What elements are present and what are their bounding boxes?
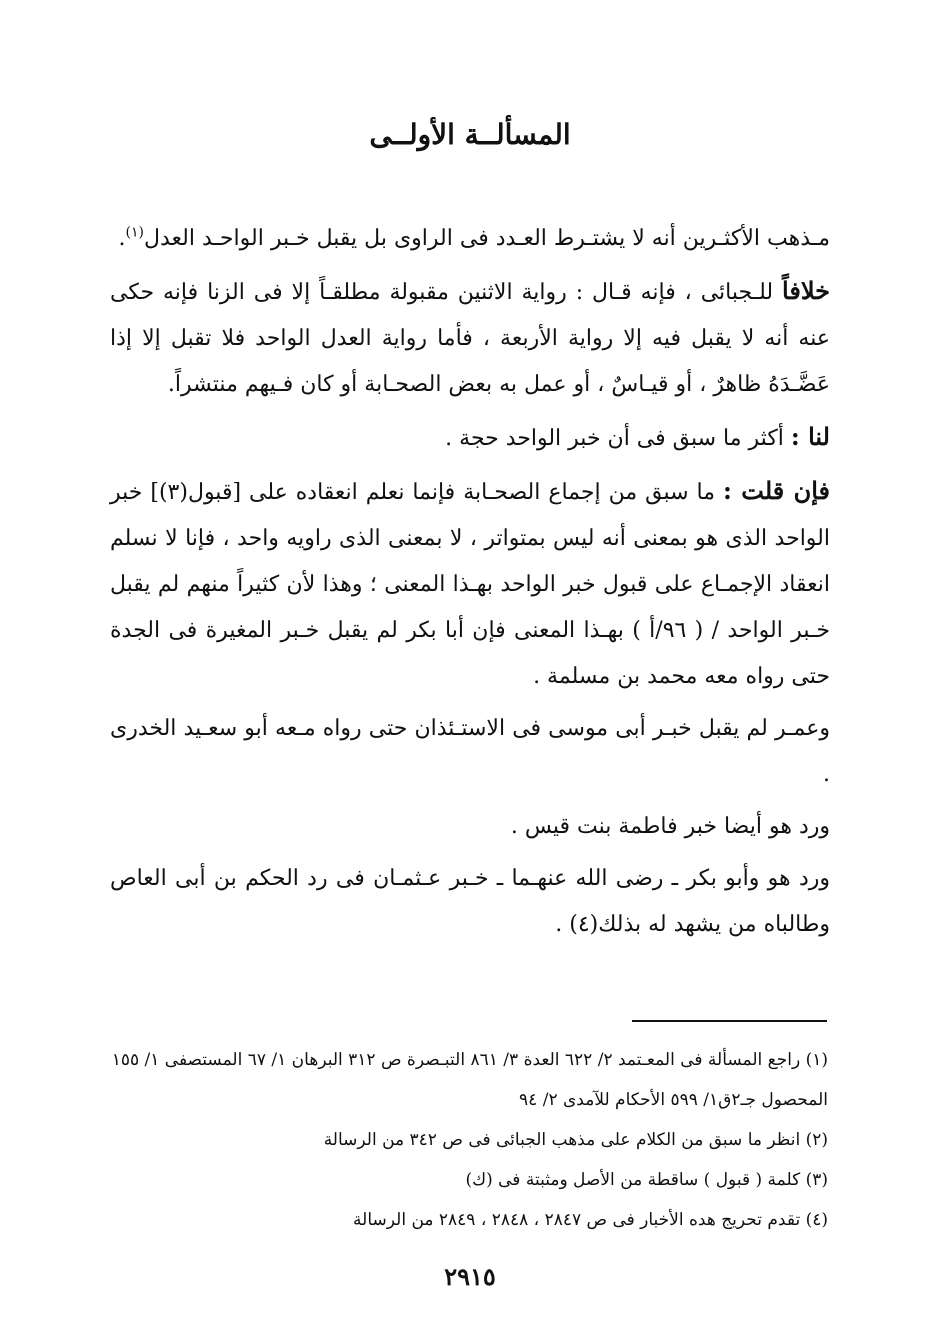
footnote-divider [632,1020,827,1022]
paragraph-end: . [118,226,126,251]
paragraph-text: وعمـر لم يقبل خبـر أبى موسى فى الاستـئذان حتى رواه مـعه أبو سعـيد الخدرى . [110,716,830,787]
page-number: ٢٩١٥ [444,1262,496,1291]
footnote-4: (٤) تقدم تحريج هده الأخبار فى ص ٢٨٤٧ ، ٢٨٤٨ ، ٢٨٤٩ من الرسالة [353,1210,828,1230]
footnote-2: (٢) انظر ما سبق من الكلام على مذهب الجبائى فى ص ٣٤٢ من الرسالة [323,1130,828,1150]
section-title: المسألــة الأولــى [369,118,571,151]
paragraph-6 [110,804,830,850]
paragraph-text: ورد هو أيضا خبر فاطمة بنت قيس . [510,814,830,839]
paragraph-lead: لنا : [790,422,830,451]
paragraph-2 [110,268,830,408]
paragraph-7 [110,856,830,948]
paragraph-text: ما سبق من إجماع الصحـابة فإنما نعلم انعقاده على [قبول(٣)] خبر الواحد الذى هو بمعنى أنه ليس بمتواتر ، لا بمعنى الذى راويه واحد ، فإنا لا نسلم انعقاد الإجمـاع على قبول خبر الواحد بهـذا المعنى ؛ وهذا لأن كثيراً منهم لم يقبل خـبر الواحد / ( ٩٦/أ ) بهـذا المعنى فإن أبا بكر لم يقبل خـبر المغيرة فى الجدة حتى رواه معه محمد بن مسلمة . [110,480,830,689]
paragraph-text: أكثر ما سبق فى أن خبر الواحد حجة . [445,426,791,451]
paragraph-text: للـجبائى ، فإنه قـال : رواية الاثنين مقبولة مطلقـاً إلا فى الزنا فإنه حكى عنه أنه لا يقبل فيه إلا رواية الأربعة ، فأما رواية العدل الواحد فلا تقبل إلا إذا عَضَّـدَهُ ظاهرٌ ، أو قيـاسٌ ، أو عمل به بعض الصحـابة أو كان فـيهم منتشراً. [110,280,830,397]
paragraph-text: ورد هو وأبو بكر ـ رضى الله عنهـما ـ خـبر عـثمـان فى رد الحكم بن أبى العاص وطالباه من يشهد له بذلك(٤) . [110,866,830,937]
footnote-ref-1: (١) [125,224,144,241]
main-text [110,216,830,954]
footnote-1: (١) راجع المسألة فى المعـتمد ٢/ ٦٢٢ العدة ٣/ ٨٦١ التبـصرة ص ٣١٢ البرهان ١/ ٦٧ المستصفى ١/ ١٥٥ المحصول جـ٢ق١/ ٥٩٩ الأحكام للآمدى ٢/ ٩٤ [111,1050,828,1110]
paragraph-5 [110,706,830,798]
paragraph-lead: خلافاً [782,276,830,305]
paragraph-text: مـذهب الأكثـرين أنه لا يشتـرط العـدد فى الراوى بل يقبل خـبر الواحـد العدل [143,226,830,251]
paragraph-1 [110,216,830,262]
footnotes [100,1040,828,1240]
paragraph-3 [110,414,830,462]
paragraph-lead: فإن قلت : [723,476,830,505]
footnote-3: (٣) كلمة ( قبول ) ساقطة من الأصل ومثبتة فى (ك) [465,1170,828,1190]
paragraph-4 [110,468,830,700]
